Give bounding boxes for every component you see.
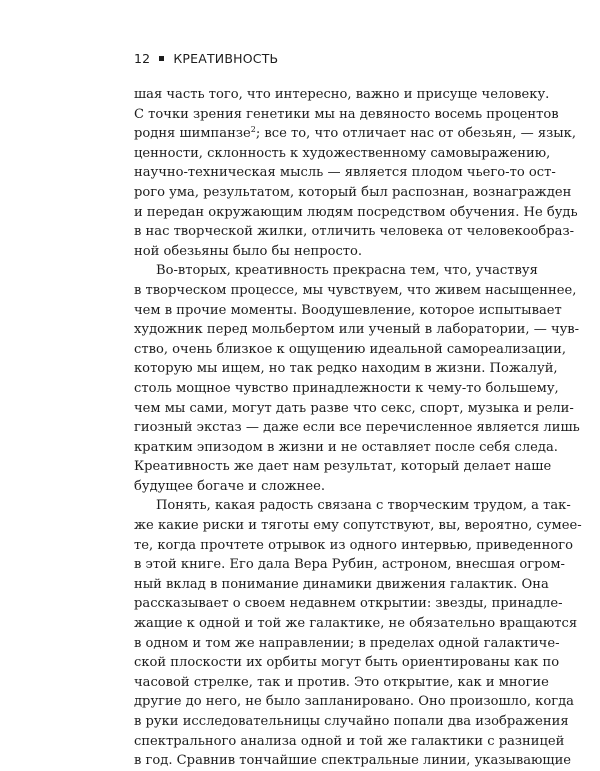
text-line: научно-техническая мысль — является плодом чьего-то ост- bbox=[134, 165, 556, 181]
text-line: и передан окружающим людям посредством обучения. Не будь bbox=[134, 204, 578, 220]
text-line: чем мы сами, могут дать разве что секс, спорт, музыка и рели- bbox=[134, 400, 574, 416]
text-line: которую мы ищем, но так редко находим в жизни. Пожалуй, bbox=[134, 361, 558, 377]
page-number: 12 bbox=[134, 51, 151, 66]
text-line: часовой стрелке, так и против. Это открытие, как и многие bbox=[134, 674, 549, 690]
square-bullet-icon bbox=[159, 56, 164, 61]
running-header bbox=[134, 51, 278, 66]
text-line: С точки зрения генетики мы на девяносто восемь процентов bbox=[134, 106, 559, 122]
text-line: рого ума, результатом, который был распознан, вознагражден bbox=[134, 184, 572, 200]
text-line: в руки исследовательницы случайно попали два изображения bbox=[134, 714, 569, 729]
text-line: столь мощное чувство принадлежности к чему-то большему, bbox=[134, 380, 559, 396]
text-line: ной обезьяны было бы непросто. bbox=[134, 243, 363, 259]
chapter-title: КРЕАТИВНОСТЬ bbox=[173, 51, 279, 66]
text-fragment: ; все то, что отличает нас от обезьян, — язык, bbox=[255, 126, 577, 142]
body-text bbox=[134, 85, 582, 771]
text-line: художник перед мольбертом или ученый в лаборатории, — чув- bbox=[134, 322, 580, 338]
text-line: те, когда прочтете отрывок из одного интервью, приведенного bbox=[134, 537, 573, 553]
text-line: Понять, какая радость связана с творческим трудом, а так- bbox=[156, 498, 571, 514]
text-line: ство, очень близкое к ощущению идеальной самореализации, bbox=[134, 341, 567, 357]
text-line: жащие к одной и той же галактике, не обязательно вращаются bbox=[134, 616, 578, 632]
text-line: Во-вторых, креативность прекрасна тем, что, участвуя bbox=[156, 263, 538, 279]
text-line: рассказывает о своем недавнем открытии: звезды, принадле- bbox=[134, 596, 563, 612]
text-line: же какие риски и тяготы ему сопутствуют, вы, вероятно, сумее- bbox=[134, 518, 582, 534]
text-line: спектрального анализа одной и той же галактики с разницей bbox=[134, 733, 565, 749]
text-fragment: родня шимпанзе bbox=[134, 126, 251, 142]
text-line: чем в прочие моменты. Воодушевление, которое испытывает bbox=[134, 302, 562, 318]
paragraph bbox=[134, 85, 578, 261]
text-line: в этой книге. Его дала Вера Рубин, астроном, внесшая огром- bbox=[134, 557, 565, 573]
text-line: ской плоскости их орбиты могут быть ориентированы как по bbox=[134, 655, 560, 671]
text-line: в год. Сравнив тончайшие спектральные линии, указывающие bbox=[134, 753, 572, 769]
paragraph bbox=[134, 496, 582, 770]
paragraph bbox=[134, 261, 580, 496]
text-line bbox=[134, 124, 577, 144]
text-line: гиозный экстаз — даже если все перечисленное является лишь bbox=[134, 420, 580, 436]
text-line: кратким эпизодом в жизни и не оставляет после себя следа. bbox=[134, 439, 558, 455]
text-line: шая часть того, что интересно, важно и присуще человеку. bbox=[134, 87, 550, 102]
text-line: в творческом процессе, мы чувствуем, что живем насыщеннее, bbox=[134, 282, 577, 298]
text-line: ный вклад в понимание динамики движения галактик. Она bbox=[134, 576, 549, 592]
text-line: в нас творческой жилки, отличить человека от человекообраз- bbox=[134, 224, 575, 240]
footnote-ref[interactable]: 2 bbox=[250, 125, 256, 135]
text-line: Креативность же дает нам результат, который делает наше bbox=[134, 459, 552, 475]
text-line: в одном и том же направлении; в пределах одной галактиче- bbox=[134, 635, 560, 651]
text-line: будущее богаче и сложнее. bbox=[134, 478, 326, 494]
text-line: ценности, склонность к художественному самовыражению, bbox=[134, 145, 551, 161]
text-line: другие до него, не было запланировано. Оно произошло, когда bbox=[134, 694, 574, 710]
